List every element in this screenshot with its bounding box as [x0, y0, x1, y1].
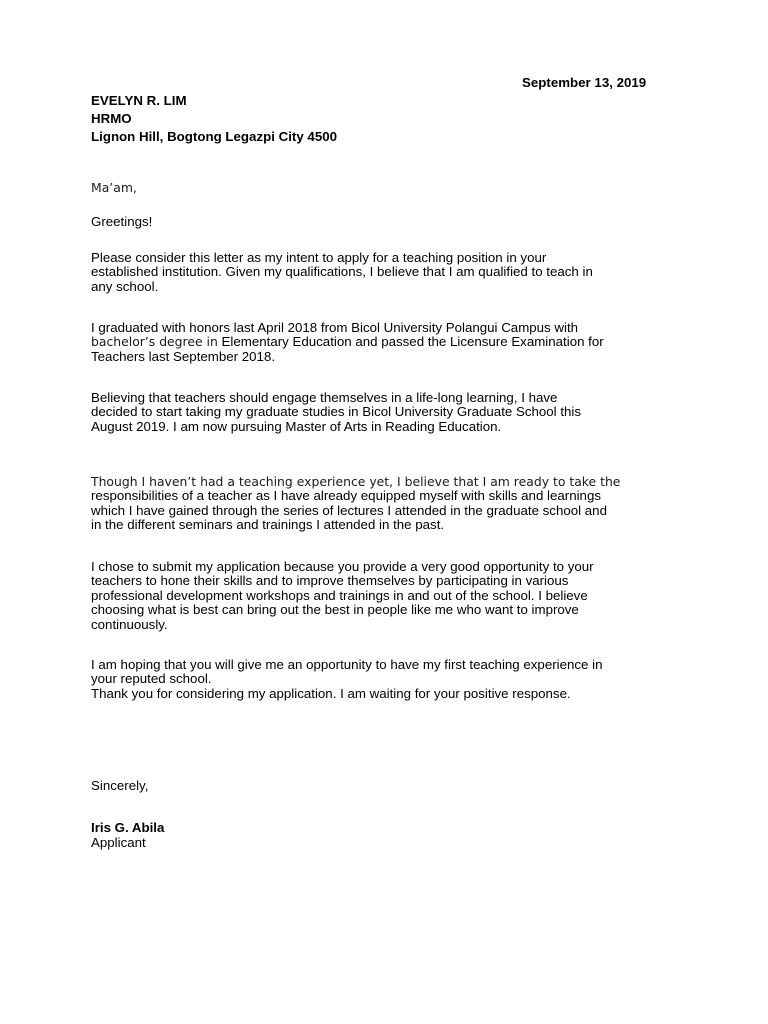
paragraph-line: your reputed school. — [91, 671, 212, 687]
paragraph-line: which I have gained through the series of lectures I attended in the graduate school and — [91, 502, 607, 518]
signature-name: Iris G. Abila — [91, 820, 165, 835]
paragraph-line: Believing that teachers should engage themselves in a life-long learning, I have — [91, 390, 558, 405]
paragraph-intent — [91, 251, 691, 294]
paragraph-line: choosing what is best can bring out the best in people like me who want to improve — [91, 602, 579, 618]
salutation: Ma’am, — [91, 180, 137, 195]
recipient-name: EVELYN R. LIM — [91, 93, 187, 108]
recipient-address: Lignon Hill, Bogtong Legazpi City 4500 — [91, 129, 337, 144]
closing: Sincerely, — [91, 778, 149, 793]
paragraph-readiness — [91, 475, 691, 533]
paragraph-line: Teachers last September 2018. — [91, 348, 276, 364]
paragraph-line: August 2019. I am now pursuing Master of Arts in Reading Education. — [91, 418, 502, 434]
paragraph-line: I am hoping that you will give me an opportunity to have my first teaching experience in — [91, 657, 603, 672]
paragraph-line: I graduated with honors last April 2018 from Bicol University Polangui Campus with — [91, 320, 579, 335]
degree-rest-text: Elementary Education and passed the Licensure Examination for — [217, 334, 604, 350]
letter-date: September 13, 2019 — [522, 75, 647, 90]
paragraph-line: teachers to hone their skills and to improve themselves by participating in various — [91, 573, 569, 589]
paragraph-line: responsibilities of a teacher as I have already equipped myself with skills and learnings — [91, 488, 601, 504]
signature-title: Applicant — [91, 835, 146, 850]
greeting: Greetings! — [91, 214, 153, 229]
paragraph-line: continuously. — [91, 616, 168, 632]
paragraph-line: in the different seminars and trainings I attended in the past. — [91, 517, 445, 533]
paragraph-graduate-studies — [91, 391, 691, 434]
paragraph-line: Though I haven’t had a teaching experience yet, I believe that I am ready to take the — [91, 474, 621, 489]
paragraph-line: Please consider this letter as my intent to apply for a teaching position in your — [91, 250, 547, 265]
paragraph-line: established institution. Given my qualifications, I believe that I am qualified to teach in — [91, 264, 593, 280]
paragraph-motivation — [91, 560, 691, 632]
paragraph-closing-remarks — [91, 658, 691, 701]
paragraph-line: any school. — [91, 278, 159, 294]
paragraph-line: Thank you for considering my application. I am waiting for your positive response. — [91, 685, 571, 701]
recipient-position: HRMO — [91, 111, 132, 126]
degree-text: bachelor’s degree in — [91, 334, 218, 350]
paragraph-line: decided to start taking my graduate studies in Bicol University Graduate School this — [91, 404, 582, 420]
paragraph-line: professional development workshops and trainings in and out of the school. I believe — [91, 587, 588, 603]
paragraph-line: I chose to submit my application because you provide a very good opportunity to your — [91, 559, 594, 574]
paragraph-education — [91, 321, 691, 364]
paragraph-line — [91, 335, 691, 349]
